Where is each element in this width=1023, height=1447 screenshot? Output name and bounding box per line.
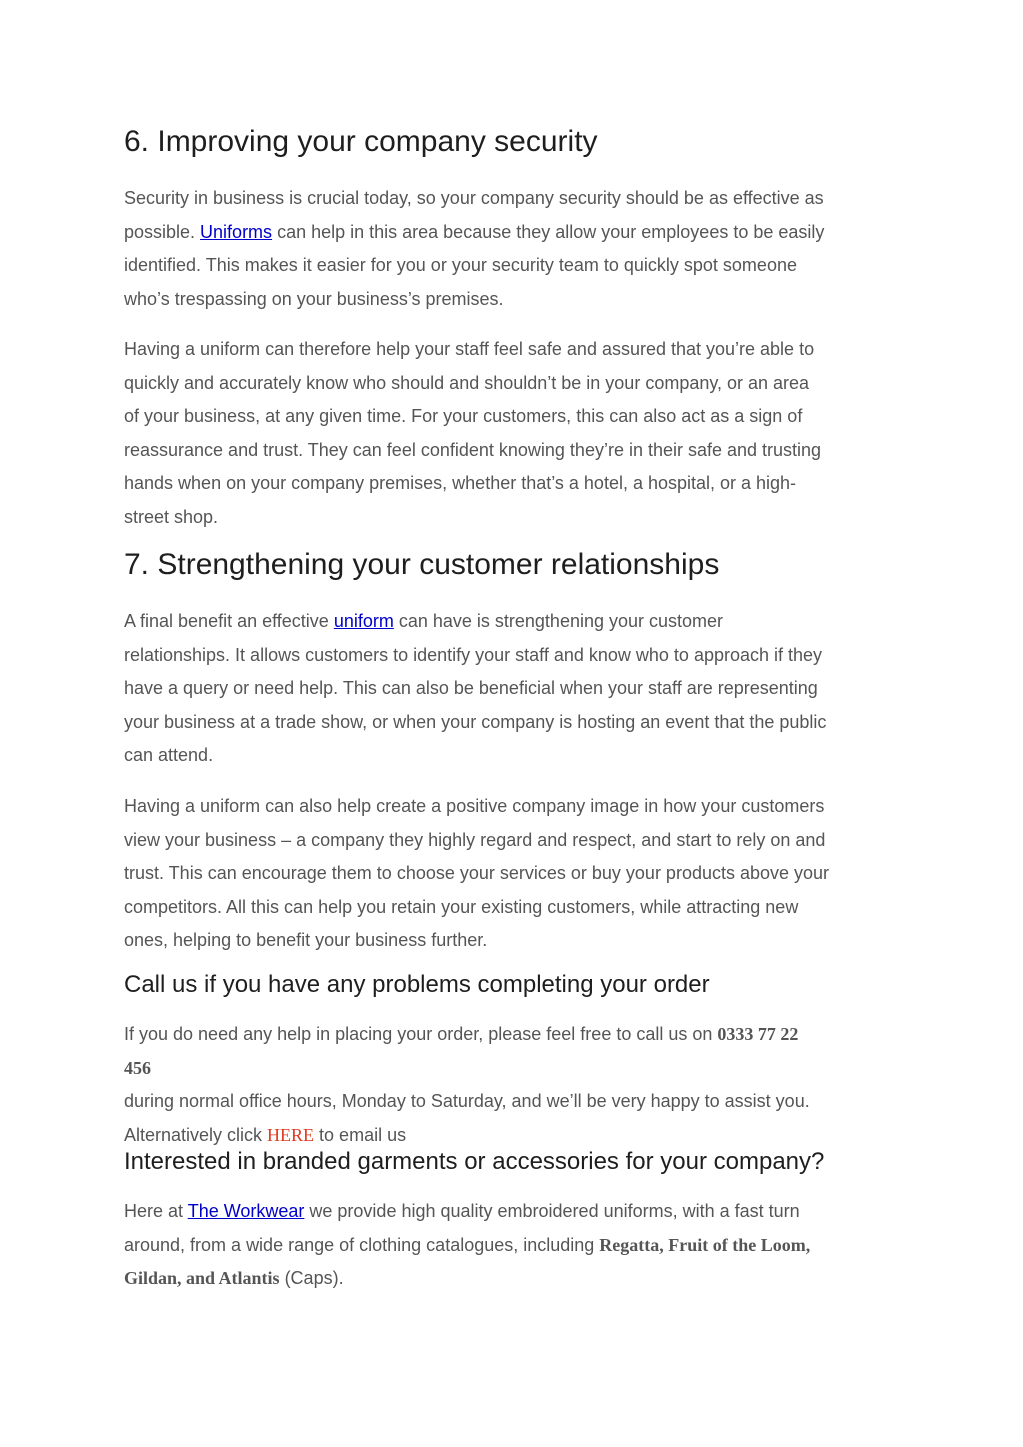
text-line	[124, 1195, 904, 1229]
text-line: of your business, at any given time. For your customers, this can also act as a sign of	[124, 406, 803, 427]
text-line	[124, 1229, 904, 1263]
text-run: we provide high quality embroidered uniforms, with a fast turn	[304, 1201, 800, 1221]
text-line: can attend.	[124, 745, 214, 766]
text-line	[124, 1262, 904, 1296]
text-line: quickly and accurately know who should and shouldn’t be in your company, or an area	[124, 372, 810, 393]
text-line: view your business – a company they highly regard and respect, and start to rely on and	[124, 829, 826, 850]
email-here-link[interactable]: HERE	[267, 1124, 315, 1145]
text-run: to email us	[314, 1124, 407, 1145]
brand-list: Regatta, Fruit of the Loom,	[599, 1234, 811, 1255]
text-line: Security in business is crucial today, so your company security should be as effective as	[124, 188, 824, 208]
text-line: reassurance and trust. They can feel confident knowing they’re in their safe and trusting	[124, 439, 822, 460]
text-line: trust. This can encourage them to choose your services or buy your products above your	[124, 863, 830, 884]
text-run: (Caps).	[279, 1268, 344, 1289]
text-line: who’s trespassing on your business’s premises.	[124, 288, 504, 309]
text-run: can help in this area because they allow your employees to be easily	[272, 221, 825, 242]
branded-heading: Interested in branded garments or accessories for your company?	[124, 1148, 825, 1175]
text-line	[124, 1018, 904, 1052]
text-line: Having a uniform can therefore help your staff feel safe and assured that you’re able to	[124, 339, 815, 359]
text-line: have a query or need help. This can also be beneficial when your staff are representing	[124, 678, 818, 699]
section-7-paragraph-2	[124, 790, 904, 958]
the-workwear-link[interactable]: The Workwear	[187, 1201, 305, 1221]
text-run: possible.	[124, 221, 201, 242]
text-run: Here at	[124, 1201, 188, 1221]
uniforms-link[interactable]: Uniforms	[200, 221, 273, 242]
text-run: can have is strengthening your customer	[393, 611, 724, 631]
text-line	[124, 216, 904, 250]
brand-list-continued: Gildan, and Atlantis	[124, 1268, 280, 1289]
text-line: competitors. All this can help you retain your existing customers, while attracting new	[124, 896, 799, 917]
section-7-heading: 7. Strengthening your customer relationships	[124, 548, 720, 581]
section-7-paragraph-1	[124, 605, 904, 773]
text-line: during normal office hours, Monday to Saturday, and we’ll be very happy to assist you.	[124, 1091, 810, 1112]
section-6-paragraph-2	[124, 333, 904, 535]
text-run: If you do need any help in placing your order, please feel free to call us on	[124, 1024, 718, 1044]
text-line: Having a uniform can also help create a positive company image in how your customers	[124, 796, 825, 816]
text-line: relationships. It allows customers to identify your staff and know who to approach if they	[124, 644, 823, 665]
text-line: your business at a trade show, or when your company is hosting an event that the public	[124, 711, 827, 732]
phone-number: 0333 77 22	[717, 1024, 799, 1044]
phone-number-continued: 456	[124, 1057, 151, 1078]
text-line	[124, 605, 904, 639]
text-line	[124, 1052, 904, 1086]
section-6-heading: 6. Improving your company security	[124, 125, 598, 158]
text-line: street shop.	[124, 506, 219, 527]
section-6-paragraph-1	[124, 182, 904, 316]
branded-paragraph	[124, 1195, 904, 1296]
text-line: ones, helping to benefit your business further.	[124, 930, 488, 951]
text-run: Alternatively click	[124, 1124, 268, 1145]
text-run: around, from a wide range of clothing catalogues, including	[124, 1234, 600, 1255]
text-run: A final benefit an effective	[124, 611, 334, 631]
uniform-link[interactable]: uniform	[333, 611, 394, 631]
call-us-heading: Call us if you have any problems completing your order	[124, 971, 710, 998]
call-us-paragraph	[124, 1018, 904, 1152]
text-line: identified. This makes it easier for you or your security team to quickly spot someone	[124, 255, 797, 276]
text-line: hands when on your company premises, whether that’s a hotel, a hospital, or a high-	[124, 473, 797, 494]
